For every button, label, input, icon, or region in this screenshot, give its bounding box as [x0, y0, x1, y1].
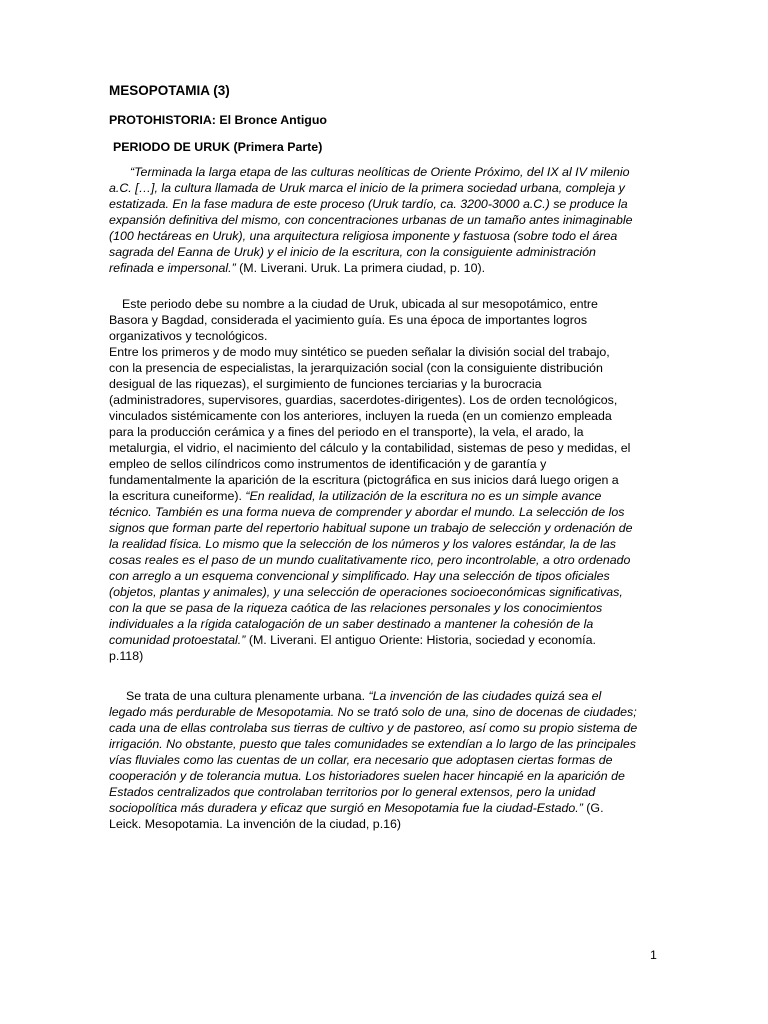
text-line	[109, 260, 485, 276]
body-text-run: Entre los primeros y de modo muy sintético se pueden señalar la división social del trabajo,	[109, 345, 610, 359]
body-text-run: (M. Liverani. Uruk. La primera ciudad, p. 10).	[235, 261, 486, 275]
text-line	[109, 520, 633, 536]
text-line	[109, 408, 612, 424]
quote-text: “La invención de las ciudades quizá sea el	[368, 689, 602, 703]
text-line	[109, 196, 628, 212]
quote-text: con arreglo a un esquema convencional y simplificado. Hay una selección de tipos oficiales	[109, 569, 610, 583]
text-line	[109, 212, 632, 228]
quote-text: técnico. También es una forma nueva de comprender y abordar el mundo. La selección de los	[109, 505, 625, 519]
body-text-run: Se trata de una cultura plenamente urbana.	[126, 689, 369, 703]
section-heading: PROTOHISTORIA: El Bronce Antiguo	[109, 113, 327, 127]
text-line	[109, 376, 542, 392]
text-line	[109, 752, 612, 768]
text-line	[109, 456, 546, 472]
text-line	[126, 688, 601, 704]
quote-text: legado más perdurable de Mesopotamia. No se trató solo de una, sino de docenas de ciudades;	[109, 705, 637, 719]
text-line	[109, 360, 603, 376]
text-line	[109, 552, 630, 568]
text-line	[109, 504, 624, 520]
quote-text: estatizada. En la fase madura de este proceso (Uruk tardío, ca. 3200-3000 a.C.) se produce la	[109, 197, 628, 211]
text-line	[109, 720, 637, 736]
quote-text: cada una de ellas controlaba sus tierras de cultivo y de pastoreo, así como su propio sistema de	[109, 721, 638, 735]
quote-text: Estados centralizados que controlaban territorios por lo general extensos, pero la unidad	[109, 785, 596, 799]
text-line	[109, 816, 401, 832]
quote-text: cooperación y de tolerancia mutua. Los historiadores suelen hacer hincapié en la aparición de	[109, 769, 625, 783]
body-text-run: (G.	[582, 801, 604, 815]
body-text-run: Leick. Mesopotamia. La invención de la ciudad, p.16)	[109, 817, 402, 831]
quote-text: expansión definitiva del mismo, con concentraciones urbanas de un tamaño antes inimaginable	[109, 213, 633, 227]
title-number: (3)	[213, 83, 230, 98]
body-text-run: vinculados sistémicamente con los anteriores, incluyen la rueda (en un comienzo empleada	[109, 409, 612, 423]
body-text-run: desigual de las riquezas), el surgimiento de funciones terciarias y la burocracia	[109, 377, 542, 391]
body-text-run: con la presencia de especialistas, la jerarquización social (con la consiguiente distribución	[109, 361, 603, 375]
text-line	[109, 472, 619, 488]
body-text-run: la escritura cuneiforme).	[109, 489, 246, 503]
text-line	[109, 328, 267, 344]
quote-text: sagrada del Eanna de Uruk) y el inicio de la escritura, con la consiguiente administración	[109, 245, 596, 259]
body-text-run: Basora y Bagdad, considerada el yacimiento guía. Es una época de importantes logros	[109, 313, 588, 327]
text-line	[109, 180, 625, 196]
text-line	[109, 392, 617, 408]
quote-text: con la que se pasa de la riqueza caótica de las relaciones personales y los conocimientos	[109, 601, 603, 615]
quote-text: sociopolítica más duradera y eficaz que surgió en Mesopotamia fue la ciudad-Estado.”	[109, 801, 583, 815]
quote-text: irrigación. No obstante, puesto que tales comunidades se extendían a lo largo de las principales	[109, 737, 636, 751]
body-text-run: (administradores, supervisores, guardias, sacerdotes-dirigentes). Los de orden tecnológicos,	[109, 393, 618, 407]
text-line	[109, 800, 604, 816]
body-text-run: empleo de sellos cilíndricos como instrumentos de identificación y de garantía y	[109, 457, 547, 471]
text-line	[109, 228, 617, 244]
body-text-run: p.118)	[109, 649, 144, 663]
body-text-run: fundamentalmente la aparición de la escritura (pictográfica en sus inicios dará luego origen a	[109, 473, 619, 487]
quote-text: signos que forman parte del repertorio habitual supone un trabajo de selección y ordenación de	[109, 521, 633, 535]
text-line	[109, 424, 584, 440]
quote-text: (100 hectáreas en Uruk), una arquitectura religiosa imponente y fastuosa (sobre todo el área	[109, 229, 618, 243]
quote-text: (objetos, plantas y animales), y una selección de operaciones socioeconómicas significativas,	[109, 585, 623, 599]
text-line	[109, 244, 596, 260]
quote-text: individuales a la rígida catalogación de un saber destinado a mantener la cohesión de la	[109, 617, 594, 631]
text-line	[109, 568, 610, 584]
text-line	[109, 312, 587, 328]
quote-text: a.C. […], la cultura llamada de Uruk marca el inicio de la primera sociedad urbana, compleja y	[109, 181, 625, 195]
text-line	[109, 488, 601, 504]
text-line	[109, 536, 616, 552]
body-text-run: metalurgia, el vidrio, el nacimiento del cálculo y la contabilidad, sistemas de peso y medidas, el	[109, 441, 631, 455]
text-line	[109, 344, 610, 360]
text-line	[109, 616, 593, 632]
title-text: MESOPOTAMIA	[109, 83, 210, 98]
document-title	[109, 83, 230, 98]
text-line	[109, 648, 143, 664]
text-line	[109, 768, 625, 784]
body-text-run: Este periodo debe su nombre a la ciudad de Uruk, ubicada al sur mesopotámico, entre	[122, 297, 598, 311]
body-text-run: (M. Liverani. El antiguo Oriente: Historia, sociedad y economía.	[245, 633, 596, 647]
quote-text: la realidad física. Lo mismo que la selección de los números y los valores estándar, la de las	[109, 537, 616, 551]
subsection-heading: PERIODO DE URUK (Primera Parte)	[113, 140, 323, 154]
text-line	[109, 736, 636, 752]
quote-text: refinada e impersonal.”	[109, 261, 236, 275]
text-line	[109, 440, 630, 456]
text-line	[109, 784, 595, 800]
text-line	[122, 296, 598, 312]
quote-text: “Terminada la larga etapa de las culturas neolíticas de Oriente Próximo, del IX al IV milenio	[130, 165, 630, 179]
text-line	[109, 600, 602, 616]
quote-text: “En realidad, la utilización de la escritura no es un simple avance	[245, 489, 602, 503]
quote-text: vías fluviales como las cuentas de un collar, era necesario que adoptasen ciertas formas de	[109, 753, 613, 767]
body-text-run: para la producción cerámica y a fines del periodo en el transporte), la vela, el arado, la	[109, 425, 584, 439]
text-line	[109, 632, 596, 648]
body-text-run: organizativos y tecnológicos.	[109, 329, 268, 343]
page-number: 1	[650, 948, 657, 962]
text-line	[130, 164, 630, 180]
text-line	[109, 704, 637, 720]
quote-text: comunidad protoestatal.”	[109, 633, 246, 647]
quote-text: cosas reales es el paso de un mundo cualitativamente rico, pero incontrolable, a otro ordenado	[109, 553, 631, 567]
text-line	[109, 584, 623, 600]
